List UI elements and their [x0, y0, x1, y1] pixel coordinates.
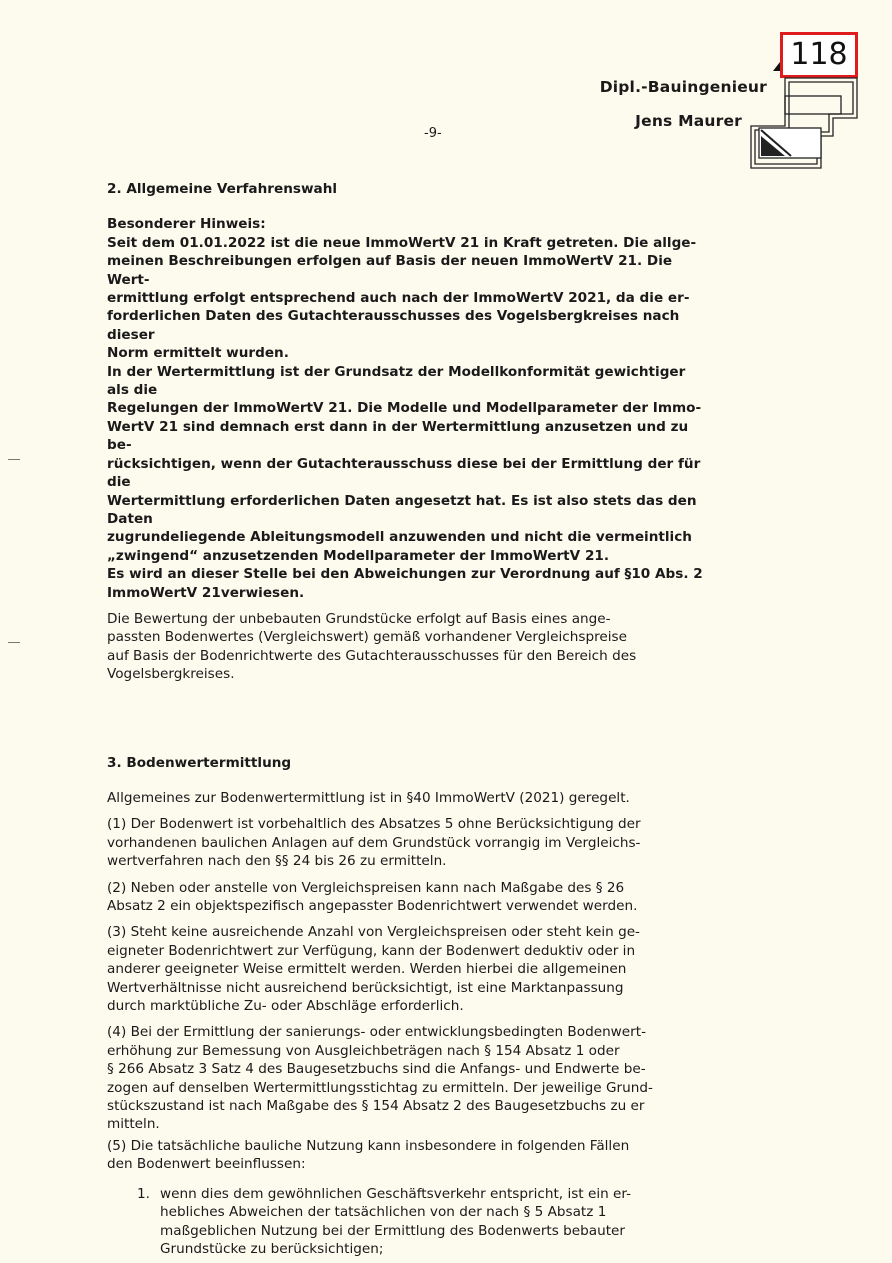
text-line: (2) Neben oder anstelle von Vergleichspreisen kann nach Maßgabe des § 26: [107, 879, 625, 896]
text-line: Seit dem 01.01.2022 ist die neue ImmoWertV 21 in Kraft getreten. Die allge-: [107, 234, 697, 251]
page-label: -9-: [424, 126, 442, 141]
text-line: vorhandenen baulichen Anlagen auf dem Grundstück vorrangig im Vergleichs-: [107, 834, 641, 851]
paragraph: [107, 1023, 707, 1133]
firm-title: Dipl.-Bauingenieur: [599, 78, 767, 96]
text-line: zogen auf denselben Wertermittlungsstichtag zu ermitteln. Der jeweilige Grund-: [107, 1079, 653, 1096]
text-line: Norm ermittelt wurden.: [107, 345, 289, 362]
text-line: erhöhung zur Bemessung von Ausgleichbeträgen nach § 154 Absatz 1 oder: [107, 1042, 620, 1059]
text-line: den Bodenwert beeinflussen:: [107, 1156, 306, 1173]
text-line: Regelungen der ImmoWertV 21. Die Modelle und Modellparameter der Immo-: [107, 400, 702, 417]
text-line: § 266 Absatz 3 Satz 4 des Baugesetzbuchs sind die Anfangs- und Endwerte be-: [107, 1061, 646, 1078]
paragraph: Allgemeines zur Bodenwertermittlung ist in §40 ImmoWertV (2021) geregelt.: [107, 789, 630, 806]
section-heading: 2. Allgemeine Verfahrenswahl: [107, 181, 338, 197]
text-line: passten Bodenwertes (Vergleichswert) gemäß vorhandener Vergleichspreise: [107, 629, 627, 646]
list-number: 1.: [137, 1185, 150, 1202]
text-line: „zwingend“ anzusetzenden Modellparameter der ImmoWertV 21.: [107, 547, 610, 564]
text-line: anderer geeigneter Weise ermittelt werden. Werden hierbei die allgemeinen: [107, 961, 627, 978]
text-line: mitteln.: [107, 1116, 160, 1133]
text-line: forderlichen Daten des Gutachterausschusses des Vogelsbergkreises nach dieser: [107, 308, 680, 343]
margin-mark: [8, 459, 20, 460]
list-item: [107, 1185, 707, 1259]
text-line: Absatz 2 ein objektspezifisch angepasster Bodenrichtwert verwendet werden.: [107, 898, 638, 914]
text-line: wertverfahren nach den §§ 24 bis 26 zu ermitteln.: [107, 853, 447, 870]
text-line: Wertverhältnisse nicht ausreichend berücksichtigt, ist eine Marktanpassung: [107, 979, 624, 996]
text-line: meinen Beschreibungen erfolgen auf Basis der neuen ImmoWertV 21. Die Wert-: [107, 253, 673, 288]
paragraph: [107, 610, 707, 684]
text-line: (4) Bei der Ermittlung der sanierungs- oder entwicklungsbedingten Bodenwert-: [107, 1024, 646, 1041]
text-line: Es wird an dieser Stelle bei den Abweichungen zur Verordnung auf §10 Abs. 2: [107, 566, 703, 583]
text-line: zugrundeliegende Ableitungsmodell anzuwenden und nicht die vermeintlich: [107, 529, 692, 546]
text-line: In der Wertermittlung ist der Grundsatz der Modellkonformität gewichtiger als die: [107, 363, 686, 399]
text-line: Vogelsbergkreises.: [107, 666, 235, 683]
paragraph: [107, 923, 707, 1015]
text-line: wenn dies dem gewöhnlichen Geschäftsverkehr entspricht, ist ein er-: [160, 1185, 632, 1202]
firm-name: Jens Maurer: [635, 112, 742, 130]
text-line: ImmoWertV 21verwiesen.: [107, 584, 305, 601]
text-line: (3) Steht keine ausreichende Anzahl von Vergleichspreisen oder steht kein ge-: [107, 924, 640, 941]
text-line: auf Basis der Bodenrichtwerte des Gutachterausschusses für den Bereich des: [107, 647, 637, 664]
paragraph: [107, 1137, 707, 1174]
note-text: [107, 234, 707, 602]
text-line: hebliches Abweichen der tatsächlichen von der nach § 5 Absatz 1: [160, 1204, 607, 1221]
text-line: (1) Der Bodenwert ist vorbehaltlich des Absatzes 5 ohne Berücksichtigung der: [107, 816, 641, 833]
paragraph: [107, 815, 707, 870]
text-line: (5) Die tatsächliche bauliche Nutzung kann insbesondere in folgenden Fällen: [107, 1137, 630, 1154]
section-heading: 3. Bodenwertermittlung: [107, 754, 292, 771]
text-line: Die Bewertung der unbebauten Grundstücke erfolgt auf Basis eines ange-: [107, 610, 611, 627]
text-line: Grundstücke zu berücksichtigen;: [160, 1240, 384, 1257]
note-title: Besonderer Hinweis:: [107, 216, 266, 233]
text-line: eigneter Bodenrichtwert zur Verfügung, kann der Bodenwert deduktiv oder in: [107, 942, 636, 959]
margin-mark: [8, 642, 20, 643]
text-line: WertV 21 sind demnach erst dann in der Wertermittlung anzusetzen und zu be-: [107, 418, 689, 454]
text-line: stückszustand ist nach Maßgabe des § 154 Absatz 2 des Baugesetzbuchs zu er: [107, 1098, 645, 1115]
paragraph: [107, 879, 707, 916]
text-line: maßgeblichen Nutzung bei der Ermittlung des Bodenwerts bebauter: [160, 1222, 625, 1239]
text-line: durch marktübliche Zu- oder Abschläge erforderlich.: [107, 998, 464, 1015]
list-text: [160, 1185, 631, 1259]
page-number-badge: 118: [780, 32, 858, 78]
text-line: Wertermittlung erforderlichen Daten angesetzt hat. Es ist also stets das den Daten: [107, 492, 697, 527]
text-line: ermittlung erfolgt entsprechend auch nach der ImmoWertV 2021, da die er-: [107, 290, 690, 307]
document-body: [107, 180, 707, 1258]
numbered-list: [107, 1185, 707, 1259]
text-line: rücksichtigen, wenn der Gutachterausschuss diese bei der Ermittlung der für die: [107, 455, 701, 491]
